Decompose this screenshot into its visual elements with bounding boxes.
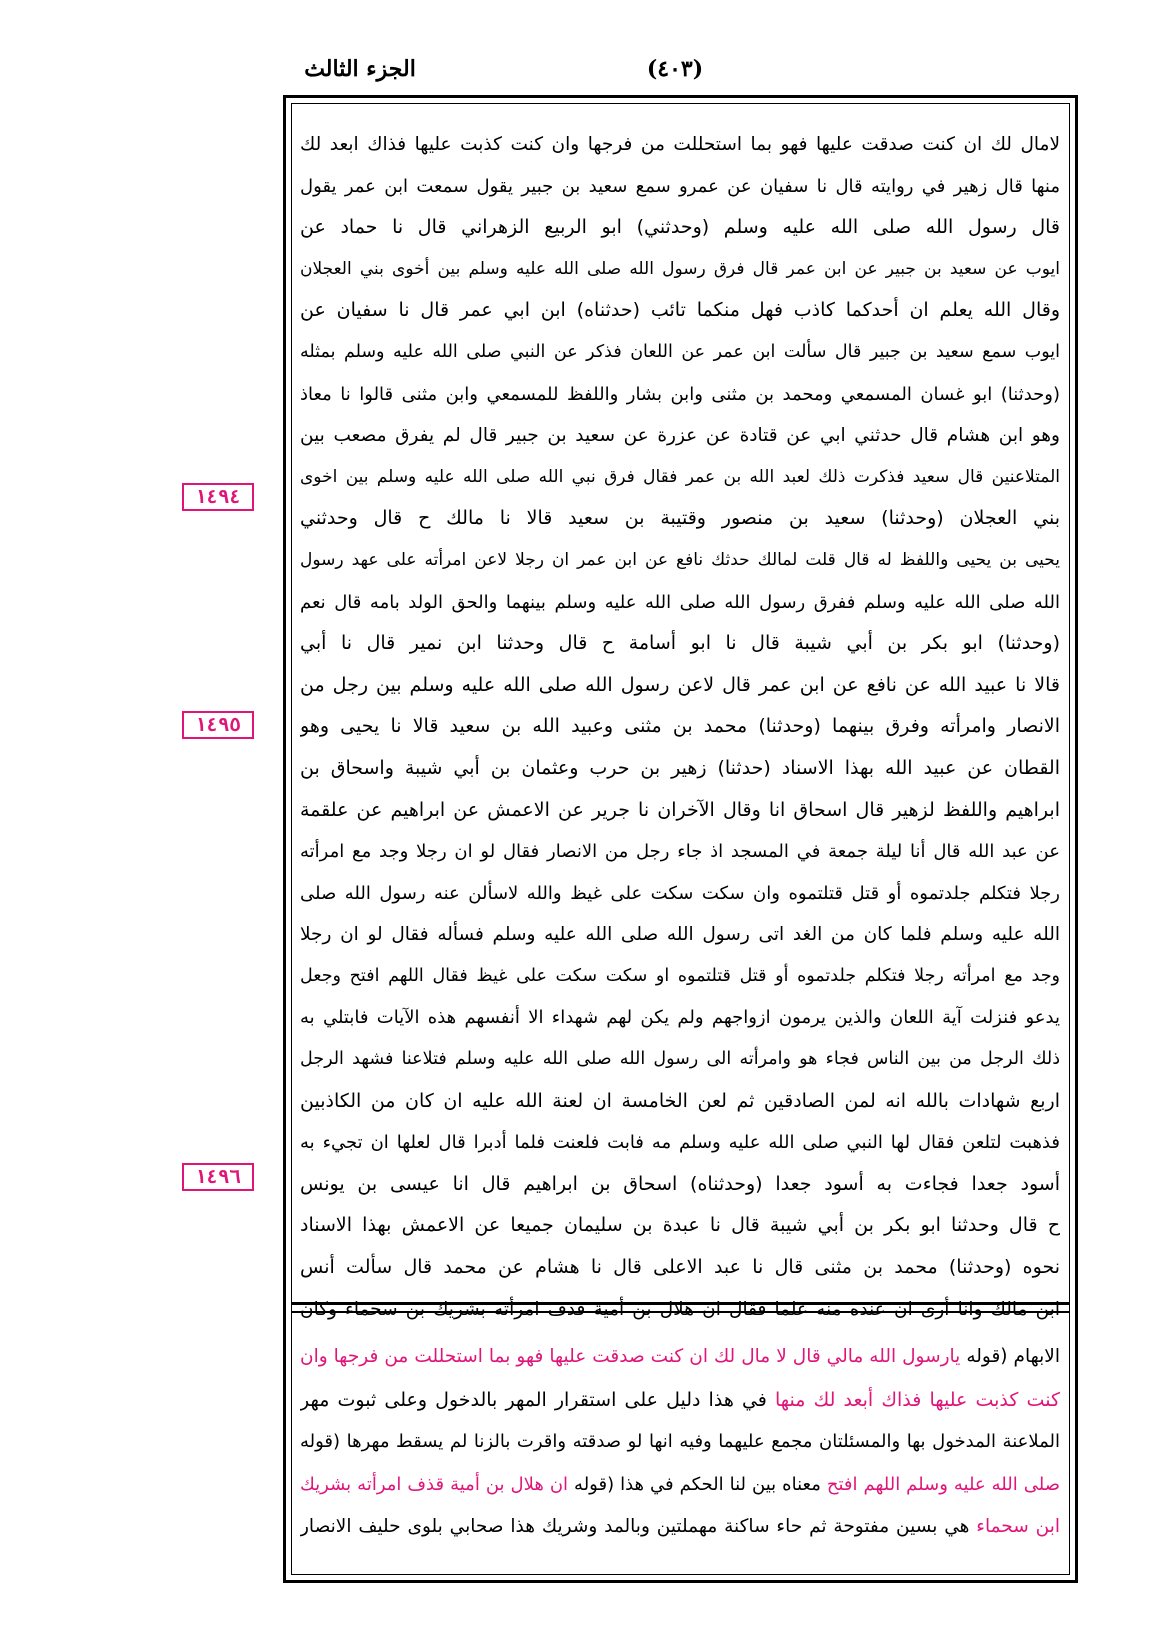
text-line: لامال لك ان كنت صدقت عليها فهو بما استحللت من فرجها وان كنت كذبت عليها فذاك ابعد لك <box>300 134 1060 155</box>
text-line: القطان عن عبيد الله بهذا الاسناد (حدثنا) زهير بن حرب وعثمان بن أبي شيبة واسحاق بن <box>300 756 1060 779</box>
text-line: رجلا فتكلم جلدتموه أو قتل قتلتموه وان سكت سكت على غيظ والله لاسألن عنه رسول الله صلى <box>300 882 1060 904</box>
text-line: نحوه (وحدثنا) محمد بن مثنى قال نا عبد الاعلى قال نا هشام عن محمد قال سألت أنس <box>300 1256 1060 1279</box>
commentary-block <box>300 1336 1060 1549</box>
text-line: ابن مالك وانا أرى ان عنده منه علما فقال ان هلال بن أمية قذف امرأته بشريك بن سحماء وكان <box>300 1298 1060 1320</box>
text-line: قال رسول الله صلى الله عليه وسلم (وحدثني) ابو الربيع الزهراني قال نا حماد عن <box>300 216 1060 239</box>
hadith-number-1494: ١٤٩٤ <box>182 483 254 511</box>
hadith-number-1495: ١٤٩٥ <box>182 711 254 739</box>
hadith-number-1496: ١٤٩٦ <box>182 1163 254 1191</box>
text-line: الله صلى الله عليه وسلم ففرق رسول الله صلى الله عليه وسلم بينهما والحق الولد بامه قال نعم <box>300 591 1060 613</box>
quoted-phrase: ان هلال بن أمية قذف امرأته بشريك <box>300 1473 569 1495</box>
note-text: هي بسين مفتوحة ثم حاء ساكنة مهملتين وبالمد وشريك هذا صحابي بلوى حليف الانصار <box>300 1516 977 1538</box>
note-text: الملاعنة المدخول بها والمسئلتان مجمع عليهما وفيه انها لو صدقته واقرت بالزنا لم يسقط مهرها (قوله <box>300 1431 1060 1453</box>
text-line: يحيى بن يحيى واللفظ له قال قلت لمالك حدثك نافع عن ابن عمر ان رجلا لاعن امرأته على عهد رسول <box>300 549 1060 570</box>
text-line: الانصار وامرأته وفرق بينهما (وحدثنا) محمد بن مثنى وعبيد الله بن سعيد قالا نا يحيى وهو <box>300 715 1060 738</box>
running-title: الجزء الثالث <box>304 56 416 82</box>
text-line: المتلاعنين قال سعيد فذكرت ذلك لعبد الله بن عمر فقال فرق نبي الله صلى الله عليه وسلم بين اخوى <box>300 466 1060 487</box>
note-text: معناه بين لنا الحكم في هذا (قوله <box>568 1473 827 1495</box>
note-text: الابهام (قوله <box>960 1346 1060 1367</box>
quoted-phrase: صلى الله عليه وسلم اللهم افتح <box>826 1473 1060 1495</box>
quoted-phrase: ابن سحماء <box>976 1516 1060 1538</box>
note-line <box>300 1506 1060 1549</box>
note-text: في هذا دليل على استقرار المهر بالدخول وعلى ثبوت مهر <box>300 1388 775 1411</box>
text-line: ايوب عن سعيد بن جبير عن ابن عمر قال فرق رسول الله صلى الله عليه وسلم بين أخوى بني العجلان <box>300 258 1060 279</box>
text-line: ح قال وحدثنا ابو بكر بن أبي شيبة قال نا عبدة بن سليمان جميعا عن الاعمش بهذا الاسناد <box>300 1214 1060 1237</box>
text-line: عن عبد الله قال أنا ليلة جمعة في المسجد اذ جاء رجل من الانصار فقال لو ان رجلا وجد مع امرأته <box>300 841 1060 863</box>
note-line <box>300 1464 1060 1507</box>
text-line: ابراهيم واللفظ لزهير قال اسحاق انا وقال الآخران نا جرير عن الاعمش عن ابراهيم عن علقمة <box>300 798 1060 821</box>
text-line: (وحدثنا) ابو غسان المسمعي ومحمد بن مثنى وابن بشار واللفظ للمسمعي وابن مثنى قالوا نا معاذ <box>300 383 1060 405</box>
text-line: الله عليه وسلم فلما كان من الغد اتى رسول الله صلى الله عليه وسلم فسأله فقال لو ان رجلا <box>300 924 1060 946</box>
text-line: ذلك الرجل من بين الناس فجاء هو وامرأته الى رسول الله صلى الله عليه وسلم فتلاعنا فشهد الرجل <box>300 1049 1060 1070</box>
page-number: (٤٠٣) <box>646 56 704 82</box>
text-line: فذهبت لتلعن فقال لها النبي صلى الله عليه وسلم مه فابت فلعنت فلما أدبرا قال لعلها ان تجيء به <box>300 1132 1060 1154</box>
note-line <box>300 1336 1060 1379</box>
text-line: وهو ابن هشام قال حدثني ابي عن قتادة عن عزرة عن سعيد بن جبير قال لم يفرق مصعب بين <box>300 425 1060 447</box>
text-line: أسود جعدا فجاءت به أسود جعدا (وحدثناه) اسحاق بن ابراهيم قال انا عيسى بن يونس <box>300 1172 1060 1195</box>
text-line: وجد مع امرأته رجلا فتكلم جلدتموه أو قتل قتلتموه او سكت سكت على غيظ فقال اللهم افتح وجعل <box>300 965 1060 986</box>
text-line: (وحدثنا) ابو بكر بن أبي شيبة قال نا ابو أسامة ح قال وحدثنا ابن نمير قال نا أبي <box>300 632 1060 655</box>
text-line: اربع شهادات بالله انه لمن الصادقين ثم لعن الخامسة ان لعنة الله عليه ان كان من الكاذبين <box>300 1089 1060 1112</box>
text-line: قالا نا عبيد الله عن نافع عن ابن عمر قال لاعن رسول الله صلى الله عليه وسلم بين رجل من <box>300 673 1060 696</box>
main-text-block <box>300 124 1060 1330</box>
note-line <box>300 1421 1060 1464</box>
text-line: ايوب سمع سعيد بن جبير قال سألت ابن عمر عن اللعان فذكر عن النبي صلى الله عليه وسلم بمثله <box>300 341 1060 362</box>
quoted-phrase: كنت كذبت عليها فذاك أبعد لك منها <box>775 1388 1060 1411</box>
note-line <box>300 1379 1060 1422</box>
text-line: يدعو فنزلت آية اللعان والذين يرمون ازواجهم ولم يكن لهم شهداء الا أنفسهم هذه الآيات فابتلي به <box>300 1007 1060 1029</box>
text-line: منها قال زهير في روايته قال نا سفيان عن عمرو سمع سعيد بن جبير يقول سمعت ابن عمر يقول <box>300 175 1060 197</box>
quoted-phrase: يارسول الله مالي قال لا مال لك ان كنت صدقت عليها فهو بما استحللت من فرجها وان <box>300 1346 961 1367</box>
text-line: وقال الله يعلم ان أحدكما كاذب فهل منكما تائب (حدثناه) ابن ابي عمر قال نا سفيان عن <box>300 299 1060 322</box>
text-line: بني العجلان (وحدثنا) سعيد بن منصور وقتيبة بن سعيد قالا نا مالك ح قال وحدثني <box>300 507 1060 530</box>
